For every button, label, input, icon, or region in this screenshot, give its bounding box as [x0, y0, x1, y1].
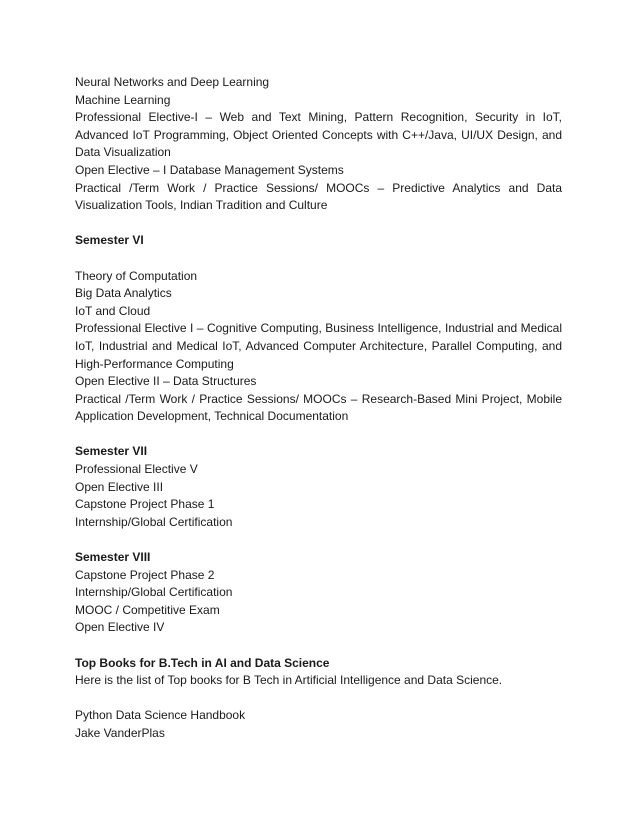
book-entry — [75, 707, 562, 742]
semester-v-continued-list — [75, 74, 562, 215]
course-item: Professional Elective V — [75, 462, 198, 477]
course-item: Capstone Project Phase 2 — [75, 567, 215, 582]
course-item: Neural Networks and Deep Learning — [75, 75, 270, 89]
course-item: Internship/Global Certification — [75, 585, 233, 600]
course-item: IoT and Cloud — [75, 303, 151, 318]
spacer — [75, 215, 562, 233]
spacer — [75, 250, 562, 268]
course-item: Big Data Analytics — [75, 286, 172, 301]
semester-vii-heading: Semester VII — [75, 444, 148, 459]
course-item: Capstone Project Phase 1 — [75, 497, 215, 512]
book-title: Python Data Science Handbook — [75, 708, 246, 723]
top-books-heading: Top Books for B.Tech in AI and Data Science — [75, 655, 330, 670]
semester-vi-list — [75, 268, 562, 426]
course-item: MOOC / Competitive Exam — [75, 602, 220, 617]
semester-viii-list — [75, 567, 562, 637]
course-item: Professional Elective-I – Web and Text Mining, Pattern Recognition, Security in IoT, Advanced IoT Programming, Object Oriented Concepts with C++/Java, UI/UX Design, and Data Visualization — [75, 110, 562, 160]
top-books-intro: Here is the list of Top books for B Tech in Artificial Intelligence and Data Science. — [75, 673, 503, 688]
course-item: Practical /Term Work / Practice Sessions/ MOOCs – Research-Based Mini Project, Mobile Application Development, Technical Documentation — [75, 391, 562, 424]
course-item: Open Elective IV — [75, 620, 165, 635]
book-author: Jake VanderPlas — [75, 725, 165, 740]
course-item: Professional Elective I – Cognitive Computing, Business Intelligence, Industrial and Medical IoT, Industrial and Medical IoT, Advanced Computer Architecture, Parallel Computing, and High-Performance Computing — [75, 321, 562, 371]
course-item: Open Elective II – Data Structures — [75, 374, 257, 389]
course-item: Open Elective III — [75, 479, 164, 494]
course-item: Machine Learning — [75, 92, 171, 107]
semester-vii-list — [75, 461, 562, 531]
semester-vi-heading: Semester VI — [75, 233, 144, 248]
spacer — [75, 690, 562, 708]
course-item: Open Elective – I Database Management Systems — [75, 162, 344, 177]
spacer — [75, 426, 562, 444]
semester-viii-heading: Semester VIII — [75, 550, 151, 565]
document-page — [75, 74, 562, 743]
course-item: Internship/Global Certification — [75, 514, 233, 529]
spacer — [75, 637, 562, 655]
course-item: Practical /Term Work / Practice Sessions/ MOOCs – Predictive Analytics and Data Visualization Tools, Indian Tradition and Culture — [75, 180, 562, 213]
course-item: Theory of Computation — [75, 268, 198, 283]
spacer — [75, 531, 562, 549]
